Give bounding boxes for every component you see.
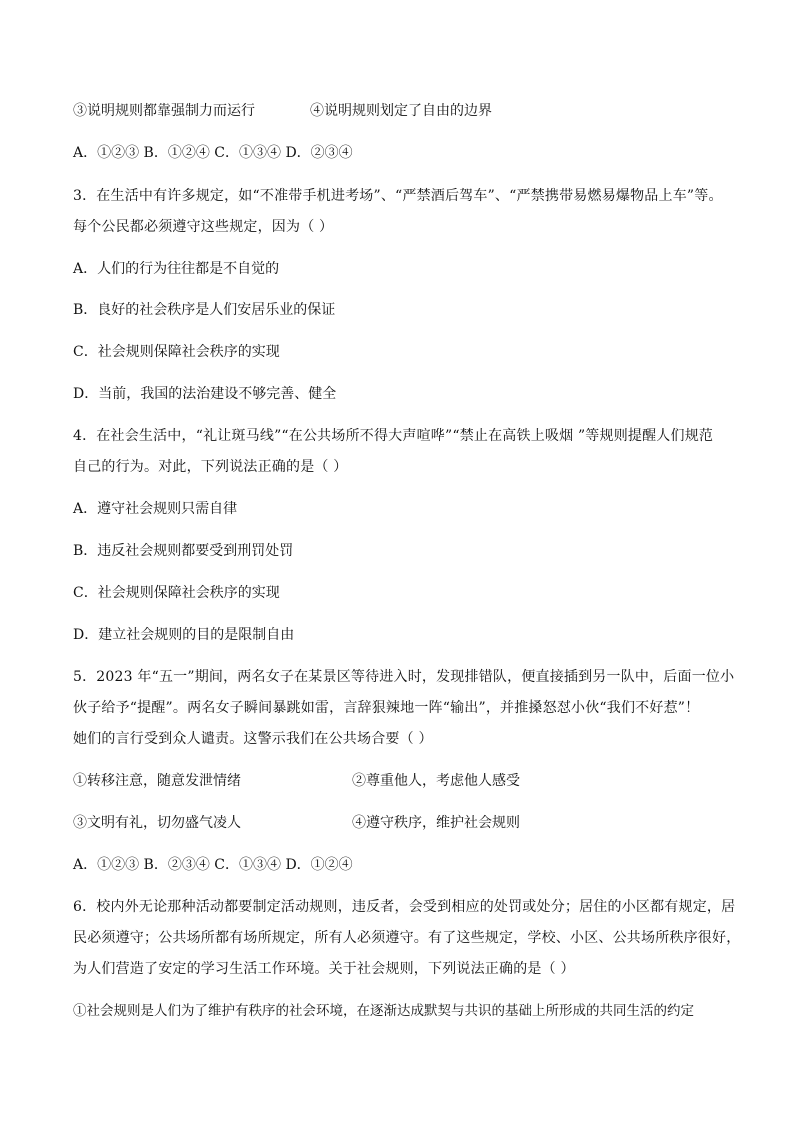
- q5-option-4: ④遵守秩序，维护社会规则: [352, 815, 520, 831]
- q5-option-1: ①转移注意，随意发泄情绪: [73, 773, 241, 789]
- q5-answer-choices: A．①②③ B．②③④ C．①③④ D．①②④: [73, 857, 353, 873]
- q4-stem-line-2: 自己的行为。对此，下列说法正确的是（ ）: [73, 459, 348, 475]
- q3-stem-line-1: 3．在生活中有许多规定，如“不准带手机进考场”、“严禁酒后驾车”、“严禁携带易燃易爆物品上车”等。: [73, 188, 723, 204]
- q3-choice-a: A．人们的行为往往都是不自觉的: [73, 261, 280, 277]
- q4-choice-c: C．社会规则保障社会秩序的实现: [73, 585, 280, 601]
- q6-stem-line-1: 6．校内外无论那种活动都要制定活动规则，违反者，会受到相应的处罚或处分；居住的小区都有规定，居: [73, 899, 736, 915]
- q5-stem-line-3: 她们的言行受到众人谴责。这警示我们在公共场合要（ ）: [73, 731, 433, 747]
- q4-stem-line-1: 4．在社会生活中，“礼让斑马线”“在公共场所不得大声喧哗”“禁止在高铁上吸烟 ”等规则提醒人们规范: [73, 428, 714, 444]
- q5-stem-line-2: 伙子给予“提醒”。两名女子瞬间暴跳如雷，言辞狠辣地一阵“输出”，并推搡怒怼小伙“我们不好惹”！: [73, 700, 700, 716]
- q3-stem-line-2: 每个公民都必须遵守这些规定，因为（ ）: [73, 219, 334, 235]
- q3-choice-b: B．良好的社会秩序是人们安居乐业的保证: [73, 302, 336, 318]
- q6-option-1: ①社会规则是人们为了维护有秩序的社会环境，在逐渐达成默契与共识的基础上所形成的共同生活的约定: [73, 1003, 694, 1019]
- q4-choice-b: B．违反社会规则都要受到刑罚处罚: [73, 543, 294, 559]
- q5-stem-line-1: 5．2023 年“五一”期间，两名女子在某景区等待进入时，发现排错队，便直接插到另一队中，后面一位小: [73, 669, 735, 685]
- q4-choice-a: A．遵守社会规则只需自律: [73, 501, 238, 517]
- q6-stem-line-3: 为人们营造了安定的学习生活工作环境。关于社会规则，下列说法正确的是（ ）: [73, 961, 575, 977]
- q2-option-3: ③说明规则都靠强制力而运行: [73, 103, 255, 119]
- q4-choice-d: D．建立社会规则的目的是限制自由: [73, 627, 295, 643]
- q6-stem-line-2: 民必须遵守；公共场所都有场所规定，所有人必须遵守。有了这些规定，学校、小区、公共场所秩序很好，: [73, 930, 741, 946]
- q3-choice-d: D．当前，我国的法治建设不够完善、健全: [73, 386, 337, 402]
- q2-option-4: ④说明规则划定了自由的边界: [310, 103, 492, 119]
- q3-choice-c: C．社会规则保障社会秩序的实现: [73, 344, 280, 360]
- q5-option-2: ②尊重他人，考虑他人感受: [352, 773, 520, 789]
- q5-option-3: ③文明有礼，切勿盛气凌人: [73, 815, 241, 831]
- q2-answer-choices: A．①②③ B．①②④ C．①③④ D．②③④: [73, 145, 353, 161]
